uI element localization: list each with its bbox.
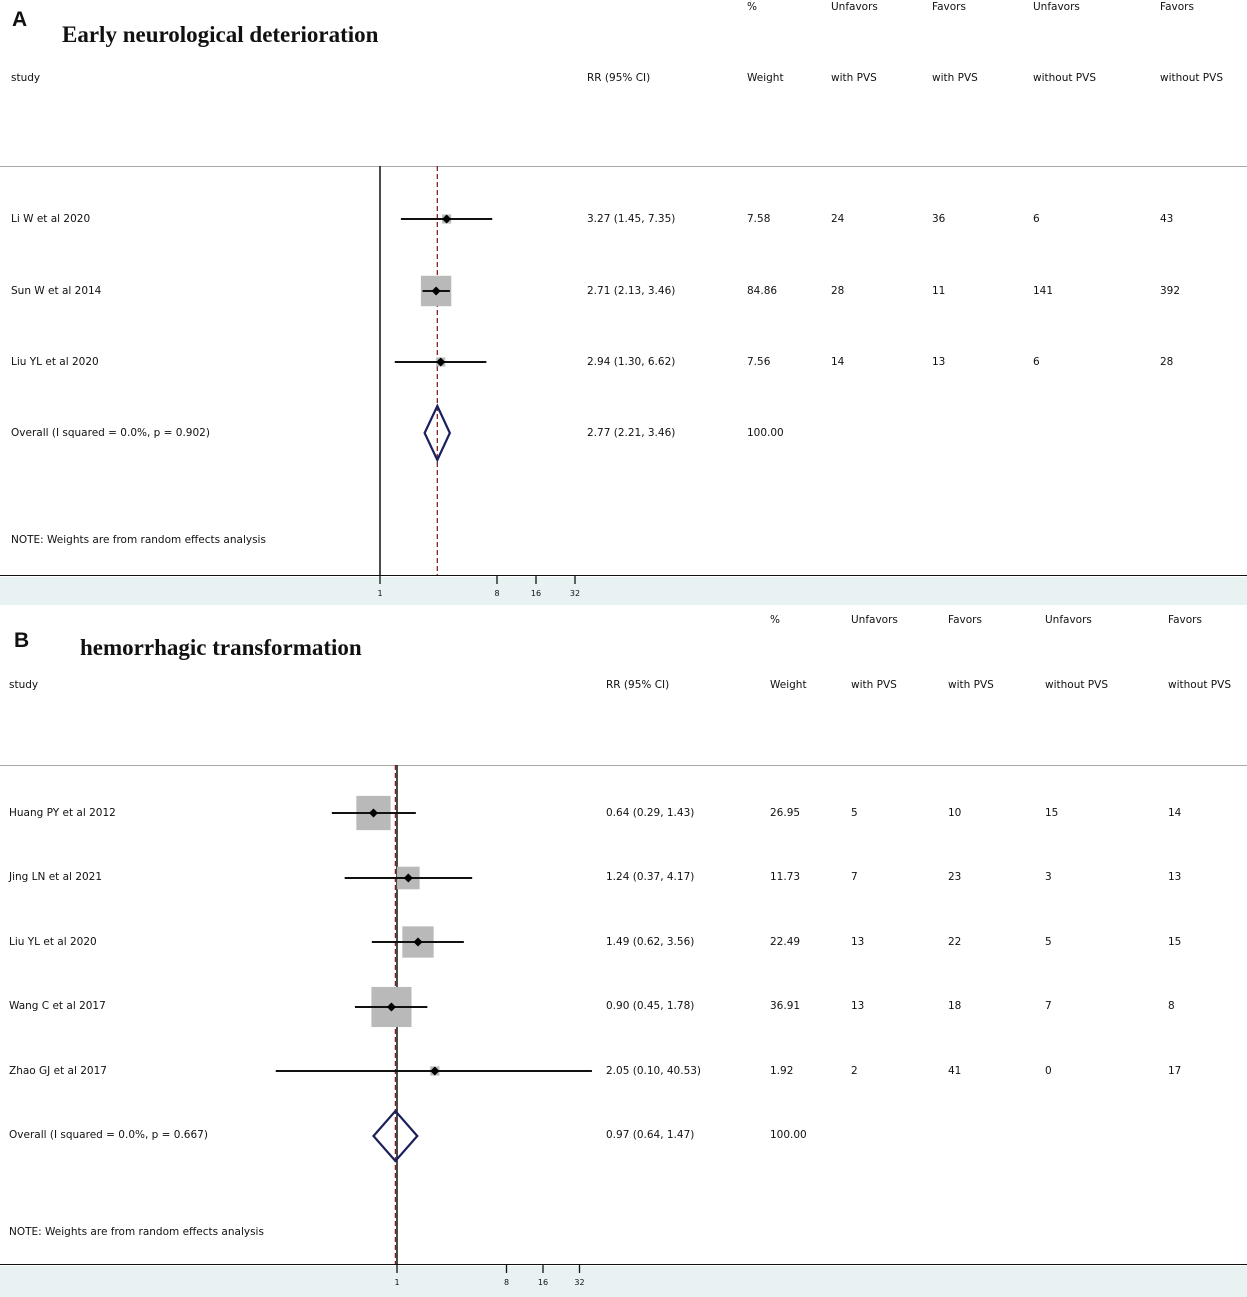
x-axis-tick-label: 16 [530, 589, 542, 598]
study-c4: 43 [1160, 213, 1174, 225]
x-axis-tick-label: 1 [377, 589, 383, 598]
x-axis-tick-label: 32 [574, 1278, 585, 1287]
study-rr: 2.94 (1.30, 6.62) [587, 356, 676, 368]
study-c1: 13 [851, 1000, 865, 1012]
panel-label: A [12, 8, 28, 31]
column-header-c2-top: Favors [948, 614, 982, 626]
x-axis-tick-label: 1 [394, 1278, 400, 1287]
column-header-c4-top: Favors [1160, 1, 1194, 13]
column-header-weight-top: % [770, 614, 780, 626]
x-axis-tick-label: 8 [503, 1278, 510, 1287]
forest-plot-panel-a [0, 0, 1247, 607]
overall-label: Overall (I squared = 0.0%, p = 0.667) [9, 1129, 208, 1141]
column-header-c1-top: Unfavors [851, 614, 898, 626]
column-header-weight: Weight [770, 679, 807, 691]
study-c4: 17 [1168, 1065, 1182, 1077]
forest-plot-a [0, 0, 1247, 607]
study-c3: 141 [1033, 285, 1054, 297]
column-header-c1: with PVS [851, 679, 897, 691]
study-c1: 28 [831, 285, 845, 297]
forest-plot-b [0, 607, 1247, 1297]
study-c3: 3 [1045, 871, 1052, 883]
study-c1: 7 [851, 871, 858, 883]
study-c2: 41 [948, 1065, 962, 1077]
study-c4: 28 [1160, 356, 1174, 368]
study-c1: 24 [831, 213, 845, 225]
study-c2: 10 [948, 807, 962, 819]
column-header-weight: Weight [747, 72, 784, 84]
study-rr: 0.64 (0.29, 1.43) [606, 807, 695, 819]
column-header-c3: without PVS [1033, 72, 1096, 84]
study-c3: 7 [1045, 1000, 1052, 1012]
overall-label: Overall (I squared = 0.0%, p = 0.902) [11, 427, 210, 439]
x-axis-tick-label: 16 [537, 1278, 549, 1287]
study-c4: 14 [1168, 807, 1182, 819]
study-c2: 11 [932, 285, 946, 297]
study-c2: 22 [948, 936, 962, 948]
study-weight: 22.49 [770, 936, 801, 948]
study-rr: 1.24 (0.37, 4.17) [606, 871, 695, 883]
study-label: Zhao GJ et al 2017 [9, 1065, 107, 1077]
x-axis-tick-label: 32 [569, 589, 581, 598]
note-text: NOTE: Weights are from random effects analysis [11, 534, 266, 546]
study-c1: 13 [851, 936, 865, 948]
forest-plot-panel-b [0, 607, 1247, 1297]
study-c3: 0 [1045, 1065, 1052, 1077]
study-label: Wang C et al 2017 [9, 1000, 106, 1012]
column-header-c3-top: Unfavors [1045, 614, 1092, 626]
study-rr: 1.49 (0.62, 3.56) [606, 936, 695, 948]
study-c2: 18 [948, 1000, 962, 1012]
study-c3: 6 [1033, 356, 1040, 368]
study-c3: 5 [1045, 936, 1052, 948]
study-weight: 1.92 [770, 1065, 794, 1077]
column-header-c3-top: Unfavors [1033, 1, 1080, 13]
column-header-c1: with PVS [831, 72, 877, 84]
study-c4: 15 [1168, 936, 1182, 948]
study-weight: 7.58 [747, 213, 771, 225]
column-header-rr: RR (95% CI) [587, 72, 651, 84]
study-weight: 11.73 [770, 871, 801, 883]
study-c2: 13 [932, 356, 946, 368]
study-rr: 0.90 (0.45, 1.78) [606, 1000, 695, 1012]
panel-title: Early neurological deterioration [62, 22, 379, 47]
column-header-study: study [9, 679, 39, 691]
column-header-c3: without PVS [1045, 679, 1108, 691]
overall-weight: 100.00 [747, 427, 784, 439]
study-weight: 36.91 [770, 1000, 801, 1012]
study-weight: 7.56 [747, 356, 771, 368]
study-rr: 3.27 (1.45, 7.35) [587, 213, 676, 225]
overall-rr: 0.97 (0.64, 1.47) [606, 1129, 695, 1141]
study-c1: 14 [831, 356, 845, 368]
study-c2: 36 [932, 213, 946, 225]
overall-rr: 2.77 (2.21, 3.46) [587, 427, 676, 439]
column-header-c2-top: Favors [932, 1, 966, 13]
study-c2: 23 [948, 871, 962, 883]
study-label: Li W et al 2020 [11, 213, 91, 225]
study-label: Jing LN et al 2021 [9, 871, 103, 883]
x-axis-tick-label: 8 [494, 589, 500, 598]
note-text: NOTE: Weights are from random effects analysis [9, 1226, 264, 1238]
study-weight: 26.95 [770, 807, 801, 819]
study-c4: 392 [1160, 285, 1181, 297]
study-c3: 6 [1033, 213, 1040, 225]
column-header-c4: without PVS [1160, 72, 1223, 84]
overall-weight: 100.00 [770, 1129, 807, 1141]
column-header-study: study [11, 72, 41, 84]
study-label: Huang PY et al 2012 [9, 807, 116, 819]
panel-title: hemorrhagic transformation [80, 635, 362, 660]
study-label: Sun W et al 2014 [11, 285, 102, 297]
column-header-c2: with PVS [932, 72, 978, 84]
study-c3: 15 [1045, 807, 1059, 819]
column-header-c1-top: Unfavors [831, 1, 878, 13]
column-header-c2: with PVS [948, 679, 994, 691]
study-label: Liu YL et al 2020 [9, 936, 97, 948]
panel-label: B [14, 629, 30, 652]
study-c4: 13 [1168, 871, 1182, 883]
column-header-c4: without PVS [1168, 679, 1231, 691]
column-header-rr: RR (95% CI) [606, 679, 670, 691]
study-c4: 8 [1168, 1000, 1175, 1012]
column-header-c4-top: Favors [1168, 614, 1202, 626]
study-weight: 84.86 [747, 285, 778, 297]
study-c1: 5 [851, 807, 858, 819]
study-c1: 2 [851, 1065, 858, 1077]
column-header-weight-top: % [747, 1, 757, 13]
study-rr: 2.05 (0.10, 40.53) [606, 1065, 702, 1077]
study-rr: 2.71 (2.13, 3.46) [587, 285, 676, 297]
study-label: Liu YL et al 2020 [11, 356, 99, 368]
